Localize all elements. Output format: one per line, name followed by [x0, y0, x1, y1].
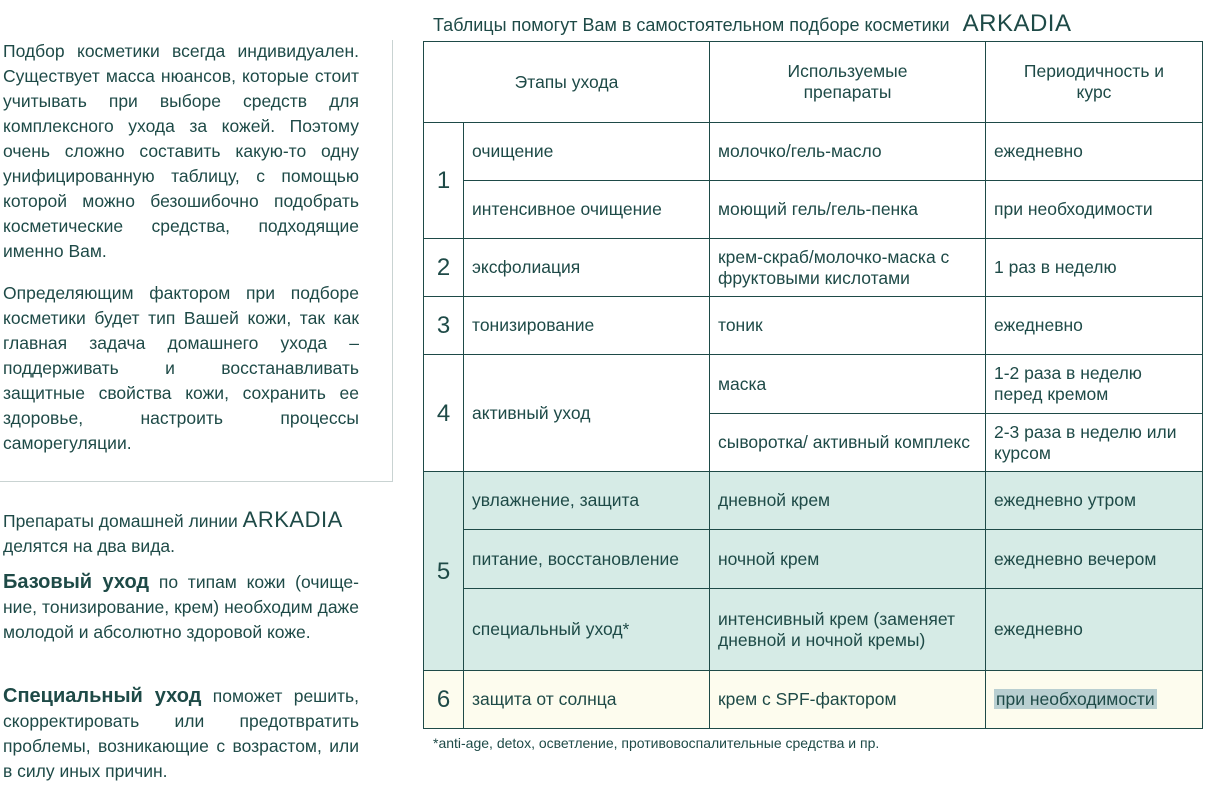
table-row	[424, 181, 1203, 239]
frequency-cell	[986, 671, 1203, 729]
step-number: 1	[424, 123, 464, 239]
frequency-cell: 1 раз в неделю	[986, 239, 1203, 297]
table-row	[424, 671, 1203, 729]
table-title-brand: ARKADIA	[962, 10, 1072, 37]
table-footnote: *anti-age, detox, осветление, противовоспалительные средства и пр.	[433, 735, 880, 751]
table-row	[424, 239, 1203, 297]
frequency-cell: ежедневно утром	[986, 472, 1203, 530]
stage-cell: активный уход	[464, 355, 710, 472]
header-frequency: Периодичность и курс	[986, 42, 1203, 123]
product-cell: моющий гель/гель-пенка	[710, 181, 986, 239]
step-number: 6	[424, 671, 464, 729]
intro-paragraph-1: Подбор косметики всегда индивидуален. Существует масса нюансов, которые стоит учитывать при выборе средств для комплексного ухода за кожей. Поэтому очень сложно составить какую-то одну унифицированную таблицу, с помощью которой можно безошибочно подобрать косметические средства, подходящие именно Вам.	[3, 41, 359, 261]
stage-cell: специальный уход*	[464, 589, 710, 671]
stage-cell: тонизирование	[464, 297, 710, 355]
table-header-row	[424, 42, 1203, 123]
frequency-cell: 2-3 раза в неделю или курсом	[986, 414, 1203, 472]
intro-box-bottom-border	[0, 481, 393, 482]
table-title-text: Таблицы помогут Вам в самостоятельном подборе косметики	[433, 15, 950, 35]
header-products: Используемые препараты	[710, 42, 986, 123]
special-care-term: Специальный уход	[3, 685, 202, 707]
step-number: 4	[424, 355, 464, 472]
table-row	[424, 297, 1203, 355]
stage-cell: питание, восстановление	[464, 530, 710, 589]
frequency-cell: ежедневно	[986, 297, 1203, 355]
stage-cell: защита от солнца	[464, 671, 710, 729]
table-row	[424, 472, 1203, 530]
basic-care-text: по типам кожи (очище-ние, тонизирование, крем) необходим даже молодой и абсолютно здоровой коже.	[3, 572, 359, 642]
brand-logo-text: ARKADIA	[242, 507, 343, 532]
frequency-cell: при необходимости	[986, 181, 1203, 239]
basic-care-term: Базовый уход	[3, 571, 150, 593]
product-cell: маска	[710, 355, 986, 414]
lines-prefix: Препараты домашней линии	[3, 511, 238, 531]
stage-cell: интенсивное очищение	[464, 181, 710, 239]
frequency-cell: ежедневно	[986, 589, 1203, 671]
table-row	[424, 123, 1203, 181]
step-number: 2	[424, 239, 464, 297]
care-stages-table	[423, 41, 1203, 729]
special-care-text: поможет решить, скорректировать или предотвратить проблемы, возникающие с возрастом, или в силу иных причин.	[3, 686, 359, 781]
product-cell: молочко/гель-масло	[710, 123, 986, 181]
product-cell: крем с SPF-фактором	[710, 671, 986, 729]
product-cell: сыворотка/ активный комплекс	[710, 414, 986, 472]
step-number: 3	[424, 297, 464, 355]
product-cell: крем-скраб/молочко-маска с фруктовыми кислотами	[710, 239, 986, 297]
intro-box-right-border	[392, 40, 393, 482]
product-cell: ночной крем	[710, 530, 986, 589]
product-lines-intro	[3, 507, 359, 559]
table-row	[424, 530, 1203, 589]
table-row	[424, 589, 1203, 671]
frequency-cell: 1-2 раза в неделю перед кремом	[986, 355, 1203, 414]
stage-cell: увлажнение, защита	[464, 472, 710, 530]
step-number: 5	[424, 472, 464, 671]
product-cell: дневной крем	[710, 472, 986, 530]
table-row	[424, 355, 1203, 414]
product-cell: интенсивный крем (заменяет дневной и ночной кремы)	[710, 589, 986, 671]
table-title	[433, 10, 1071, 38]
header-stages: Этапы ухода	[424, 42, 710, 123]
product-cell: тоник	[710, 297, 986, 355]
basic-care-paragraph	[3, 570, 359, 645]
stage-cell: эксфолиация	[464, 239, 710, 297]
frequency-cell: ежедневно	[986, 123, 1203, 181]
frequency-cell: ежедневно вечером	[986, 530, 1203, 589]
stage-cell: очищение	[464, 123, 710, 181]
special-care-paragraph	[3, 684, 359, 784]
highlighted-frequency: при необходимости	[996, 689, 1155, 709]
intro-paragraph-2: Определяющим фактором при подборе косметики будет тип Вашей кожи, так как главная задача домашнего ухода – поддерживать и восстанавливать защитные свойства кожи, сохранить ее здоровье, настроить процессы саморегуляции.	[3, 283, 359, 453]
lines-suffix: делятся на два вида.	[3, 536, 176, 556]
